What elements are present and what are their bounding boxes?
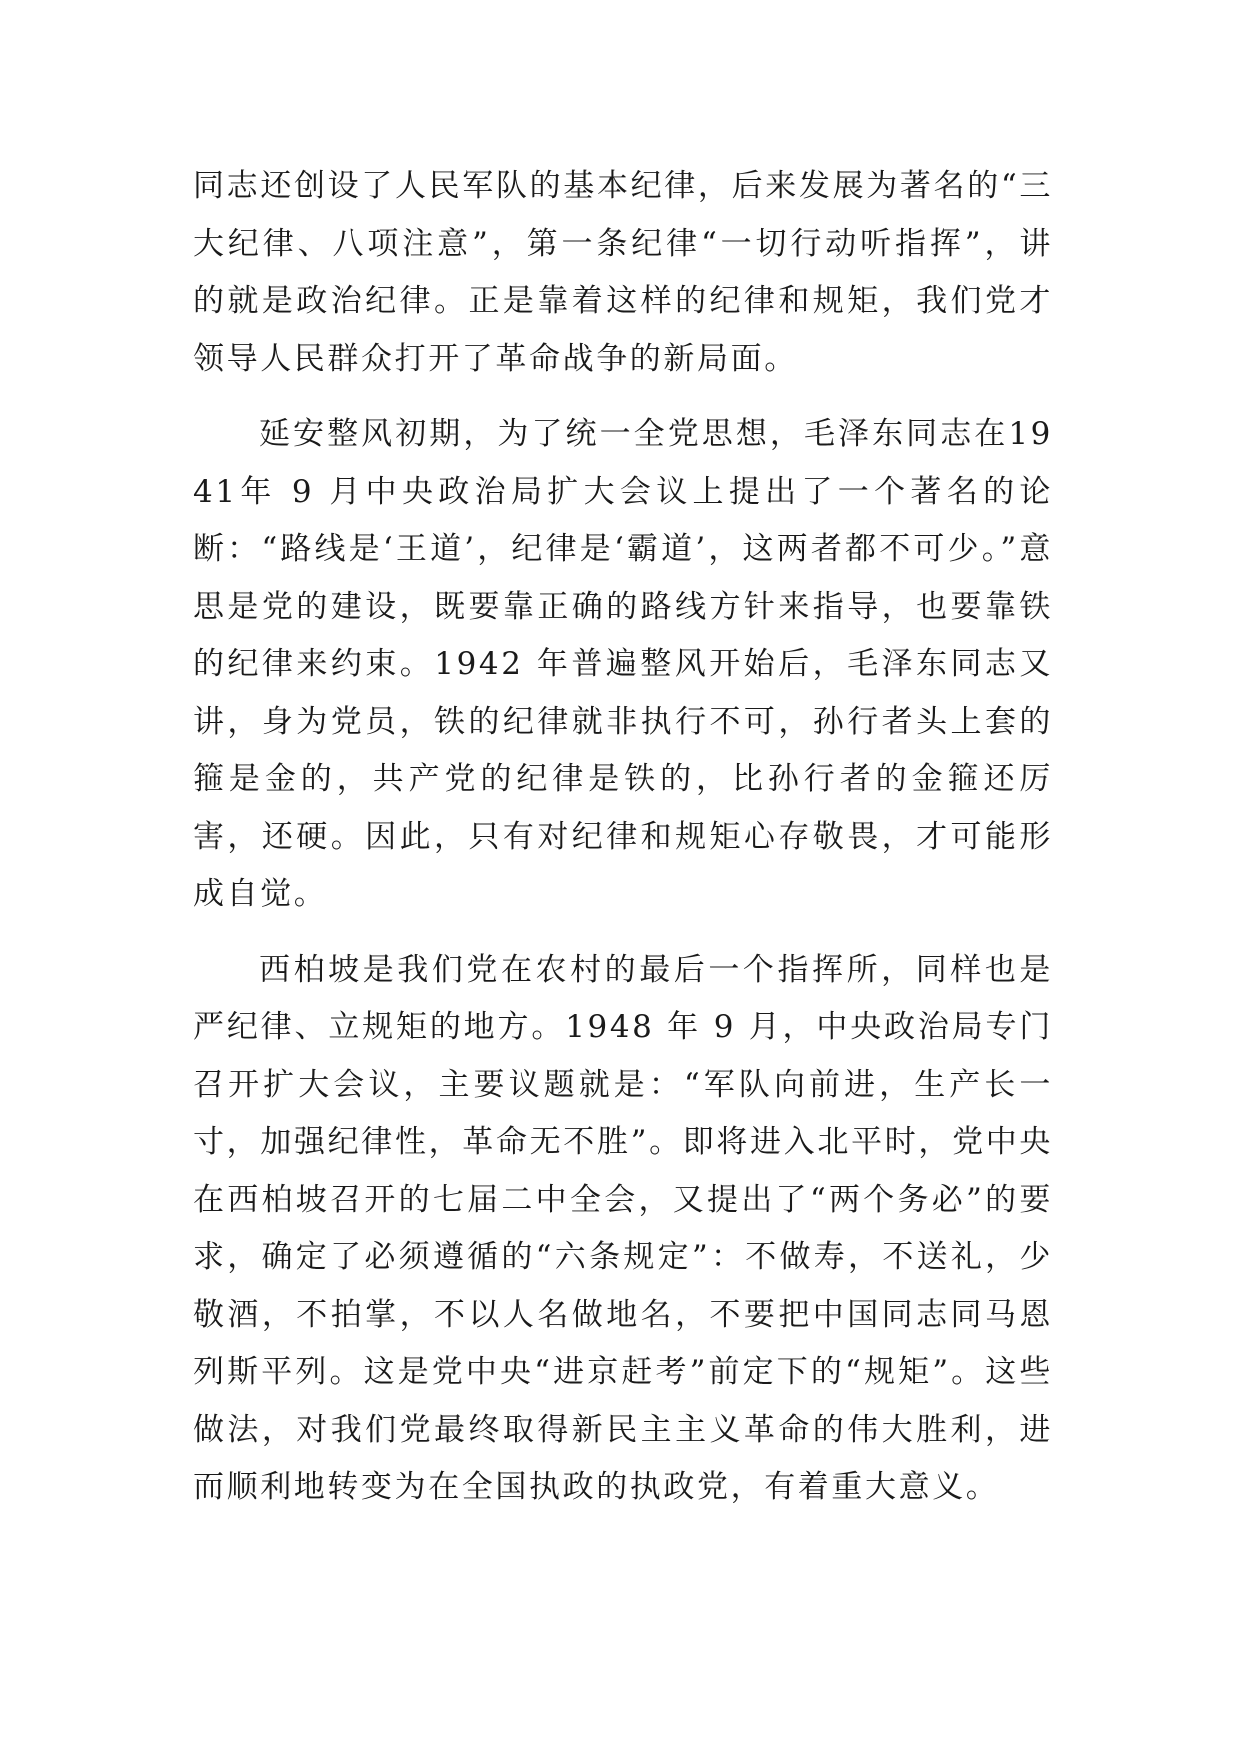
paragraph-1: 同志还创设了人民军队的基本纪律，后来发展为著名的“三大纪律、八项注意”，第一条纪律“一切行动听指挥”，讲的就是政治纪律。正是靠着这样的纪律和规矩，我们党才领导人民群众打开了革命战争的新局面。 <box>193 168 1053 377</box>
paragraph-2: 延安整风初期，为了统一全党思想，毛泽东同志在1941年 9 月中央政治局扩大会议上提出了一个著名的论断：“路线是‘王道’，纪律是‘霸道’，这两者都不可少。”意思是党的建设，既要靠正确的路线方针来指导，也要靠铁的纪律来约束。1942 年普遍整风开始后，毛泽东同志又讲，身为党员，铁的纪律就非执行不可，孙行者头上套的箍是金的，共产党的纪律是铁的，比孙行者的金箍还厉害，还硬。因此，只有对纪律和规矩心存敬畏，才可能形成自觉。 <box>193 416 1053 912</box>
document-body <box>193 158 1053 1535</box>
paragraph-3: 西柏坡是我们党在农村的最后一个指挥所，同样也是严纪律、立规矩的地方。1948 年 9 月，中央政治局专门召开扩大会议，主要议题就是：“军队向前进，生产长一寸，加强纪律性，革命无不胜”。即将进入北平时，党中央在西柏坡召开的七届二中全会，又提出了“两个务必”的要求，确定了必须遵循的“六条规定”：不做寿，不送礼，少敬酒，不拍掌，不以人名做地名，不要把中国同志同马恩列斯平列。这是党中央“进京赶考”前定下的“规矩”。这些做法，对我们党最终取得新民主主义革命的伟大胜利，进而顺利地转变为在全国执政的执政党，有着重大意义。 <box>193 951 1053 1505</box>
